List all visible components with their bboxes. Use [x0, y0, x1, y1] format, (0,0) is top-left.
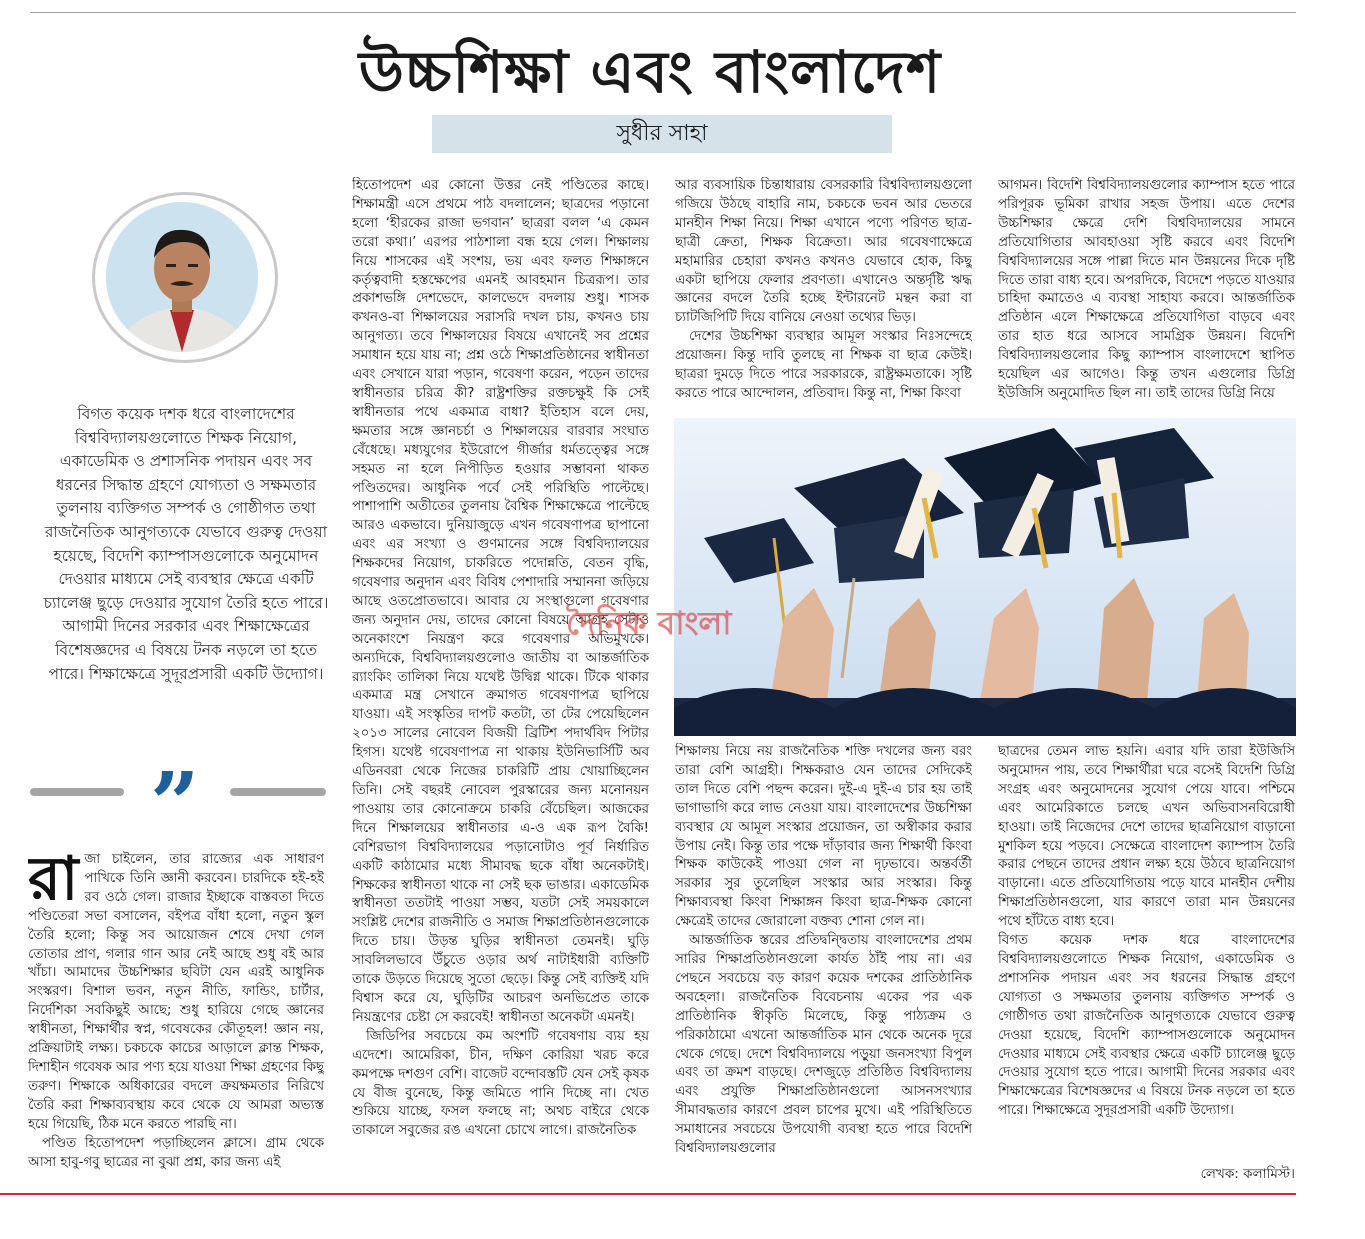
watermark-logo: দৈনিক বাংলা [566, 604, 732, 642]
column-4-paragraph-1: আগমন। বিদেশি বিশ্ববিদ্যালয়গুলোর ক্যাম্পাস হতে পারে পরিপূরক ভূমিকা রাখার সহজ উপায়। এতে দেশের উচ্চশিক্ষার ক্ষেত্রে দেশি বিশ্ববিদ্যালয়ের সামনে প্রতিযোগিতার আবহাওয়া সৃষ্টি করবে এবং বিদেশি বিশ্ববিদ্যালয়ের সঙ্গে পাল্লা দিতে মান উন্নয়নের দিকে দৃষ্টি দিতে তারা বাধ্য হবে। অপরদিকে, বিদেশে পড়তে যাওয়ার চাহিদা কমাতেও এ ব্যবস্থা সাহায্য করবে। আন্তর্জাতিক প্রতিষ্ঠান এলে শিক্ষাক্ষেত্রে প্রতিযোগিতা বাড়বে এবং তার হাত ধরে আসবে সামগ্রিক উন্নয়ন। বিদেশি বিশ্ববিদ্যালয়গুলোর কিছু ক্যাম্পাস বাংলাদেশে স্থাপিত হয়েছিল এর আগেও। কিন্তু তখন এগুলোর ডিগ্রি ইউজিসি অনুমোদিত ছিল না। তাই তাদের ডিগ্রি নিয়ে [998, 178, 1295, 401]
article-column-3-top [675, 177, 972, 409]
column-3-paragraph-1: আর ব্যবসায়িক চিন্তাধারায় বেসরকারি বিশ্ববিদ্যালয়গুলো গজিয়ে উঠছে বাহারি নাম, চকচকে ভবন আর ভেতরে মানহীন শিক্ষা নিয়ে। শিক্ষা এখানে পণ্যে পরিণত ছাত্র-ছাত্রী ক্রেতা, শিক্ষক বিক্রেতা। আর গবেষণাক্ষেত্রে মহামারির চেহারা কখনও কখনও যেভাবে হোক, কিছু একটা ছাপিয়ে ফেলার প্রবণতা। এখানেও অন্তর্দৃষ্টি ঋদ্ধ জ্ঞানের বদলে তৈরি হচ্ছে ইন্টারনেট মন্থন করা বা চ্যাটজিপিটি দিয়ে বানিয়ে নেওয়া তথ্যের ভিড়। [675, 178, 972, 326]
article-column-1 [28, 851, 324, 1181]
quote-mark: ” [150, 754, 200, 855]
article-headline: উচ্চশিক্ষা এবং বাংলাদেশ [358, 38, 942, 106]
column-3-paragraph-4: আন্তর্জাতিক স্তরের প্রতিদ্বন্দ্বিতায় বাংলাদেশের প্রথম সারির শিক্ষাপ্রতিষ্ঠানগুলো কার্যত ঠাঁই পায় না। এর পেছনে সবচেয়ে বড় কারণ কয়েক দশকের প্রাতিষ্ঠানিক অবহেলা। রাজনৈতিক বিবেচনায় একের পর এক প্রাতিষ্ঠানিক স্বীকৃতি মিলেছে, কিন্তু পাঠ্যক্রম ও পরিকাঠামো এখনো আন্তর্জাতিক মান থেকে অনেক দূরে থেকে গেছে। দেশে বিশ্ববিদ্যালয়ে পড়ুয়া জনসংখ্যা বিপুল এবং তা ক্রমশ বাড়ছে। দেশজুড়ে প্রতিষ্ঠিত বিশ্ববিদ্যালয় এবং প্রযুক্তি শিক্ষাপ্রতিষ্ঠানগুলো আসনসংখ্যার সীমাবদ্ধতার কারণে প্রবল চাপের মুখে। এই পরিস্থিতিতে সমাধানের সবচেয়ে উপযোগী ব্যবস্থা হতে পারে বিদেশি বিশ্ববিদ্যালয়গুলোর [675, 933, 972, 1157]
author-portrait [106, 202, 258, 352]
column-1-paragraph-2: পণ্ডিত হিতোপদেশ পড়াচ্ছিলেন ক্লাসে। গ্রাম থেকে আসা হাবু-গবু ছাত্রের না বুঝা প্রশ্ন, কার জন্য এই [28, 1135, 324, 1170]
bottom-red-rule [0, 1193, 1296, 1195]
article-column-2 [352, 177, 649, 1183]
column-2-paragraph-2: জিডিপির সবচেয়ে কম অংশটি গবেষণায় ব্যয় হয় এদেশে। আমেরিকা, চীন, দক্ষিণ কোরিয়া খরচ করে কমপক্ষে দশগুণ বেশি। বাজেট বন্দোবস্তটি যেন সেই কৃষক যে বীজ বুনেছে, কিন্তু জমিতে পানি দিচ্ছে না। খেত শুকিয়ে যাচ্ছে, ফসল ফলছে না; অথচ বাইরে থেকে তাকালে সবুজের রঙ এখনো চোখে লাগে। রাজনৈতিক [352, 1028, 649, 1139]
quote-rule-left [30, 788, 124, 796]
column-3-paragraph-2: দেশের উচ্চশিক্ষা ব্যবস্থার আমূল সংস্কার নিঃসন্দেহে প্রয়োজন। কিন্তু দাবি তুলছে না শিক্ষক বা ছাত্র কেউই। ছাত্ররা দুমড়ে দিতে পারে সরকারকে, রাষ্ট্রক্ষমতাকে। সৃষ্টি করতে পারে আন্দোলন, প্রতিবাদ। কিন্তু না, শিক্ষা কিংবা [675, 329, 972, 401]
graduation-photo [674, 418, 1296, 736]
quote-rule-right [230, 788, 326, 796]
article-column-4-top [998, 177, 1295, 409]
column-4-paragraph-3: বিগত কয়েক দশক ধরে বাংলাদেশের বিশ্ববিদ্যালয়গুলোতে শিক্ষক নিয়োগ, একাডেমিক ও প্রশাসনিক পদায়ন এবং সব ধরনের সিদ্ধান্ত গ্রহণে যোগ্যতা ও সক্ষমতার তুলনায় ব্যক্তিগত সম্পর্ক ও গোষ্ঠীগত তথা রাজনৈতিক আনুগত্যকে যেভাবে গুরুত্ব দেওয়া হয়েছে, বিদেশি ক্যাম্পাসগুলোকে অনুমোদন দেওয়ার মাধ্যমে সেই ব্যবস্থার ক্ষেত্রে একটি চ্যালেঞ্জ ছুড়ে দেওয়ার সুযোগ হতে পারে। আগামী দিনের সরকার এবং শিক্ষাক্ষেত্রের বিশেষজ্ঞদের এ বিষয়ে টনক নড়লে তা হতে পারে। শিক্ষাক্ষেত্রে সুদূরপ্রসারী একটি উদ্যোগ। [998, 933, 1295, 1119]
author-byline: সুধীর সাহা [432, 115, 892, 153]
column-3-paragraph-3: শিক্ষালয় নিয়ে নয় রাজনৈতিক শক্তি দখলের জন্য বরং তারা বেশি আগ্রহী। শিক্ষকরাও যেন তাদের সেদিকেই তাল দিতে বেশি পছন্দ করেন। দুই-এ দুই-এ চার হয় তাই ভাগাভাগি করে লাভ নেওয়া যায়। বাংলাদেশের উচ্চশিক্ষা ব্যবস্থার যে আমূল সংস্কার প্রয়োজন, তা অস্বীকার করার উপায় নেই। কিন্তু তার পক্ষে দাঁড়াবার জন্য শিক্ষার্থী কিংবা শিক্ষক কাউকেই পাওয়া গেল না দৃঢ়ভাবে। অন্তর্বর্তী সরকার সুর তুলেছিল সংস্কার আর সংস্কার। কিন্তু শিক্ষাব্যবস্থা কিংবা শিক্ষাঙ্গন কিংবা ছাত্র-শিক্ষক কোনো ক্ষেত্রেই তাদের জোরালো বক্তব্য শোনা গেল না। [675, 744, 972, 930]
column-1-lead-text: জা চাইলেন, তার রাজ্যের এক সাধারণ পাখিকে তিনি জ্ঞানী করবেন। চারদিকে হই-হই রব ওঠে গেল। রাজার ইচ্ছাকে বাস্তবতা দিতে পণ্ডিতেরা সভা বসালেন, বইপত্র বাঁধা হলো, নতুন স্কুল তৈরি হলো; কিন্তু সব আয়োজন শেষে দেখা গেল তোতার প্রাণ, গলার গান আর নেই আছে শুধু বই আর খাঁচা। আমাদের উচ্চশিক্ষার ছবিটা যেন এরই আধুনিক সংস্করণ। বিশাল ভবন, নতুন নীতি, ফান্ডিং, চার্টার, নির্দেশিকা সবকিছুই আছে; শুধু হারিয়ে গেছে জ্ঞানের স্বাধীনতা, শিক্ষার্থীর স্বপ্ন, গবেষকের কৌতূহল! জ্ঞান নয়, প্রক্রিয়াটাই লক্ষ্য। চকচকে কাচের আড়ালে ক্লান্ত শিক্ষক, দিশাহীন গবেষক আর পণ্য হয়ে যাওয়া শিক্ষা গ্রহণের কিছু তরুণ। শিক্ষাকে অধিকারের বদলে ক্রয়ক্ষমতার নিরিখে তৈরি করা শিক্ষাব্যবস্থায় কবে থেকে যে আমরা অভ্যস্ত হয়ে গিয়েছি, ঠিক মনে করতে পারছি না। [28, 852, 324, 1132]
dropcap: রা [28, 851, 79, 914]
article-summary: বিগত কয়েক দশক ধরে বাংলাদেশের বিশ্ববিদ্যালয়গুলোতে শিক্ষক নিয়োগ, একাডেমিক ও প্রশাসনিক পদায়ন এবং সব ধরনের সিদ্ধান্ত গ্রহণে যোগ্যতা ও সক্ষমতার তুলনায় ব্যক্তিগত সম্পর্ক ও গোষ্ঠীগত তথা রাজনৈতিক আনুগত্যকে যেভাবে গুরুত্ব দেওয়া হয়েছে, বিদেশি ক্যাম্পাসগুলোকে অনুমোদন দেওয়ার মাধ্যমে সেই ব্যবস্থার ক্ষেত্রে একটি চ্যালেঞ্জ ছুড়ে দেওয়ার সুযোগ তৈরি হতে পারে। আগামী দিনের সরকার এবং শিক্ষাক্ষেত্রের বিশেষজ্ঞদের এ বিষয়ে টনক নড়লে তা হতে পারে। শিক্ষাক্ষেত্রে সুদূরপ্রসারী একটি উদ্যোগ। [43, 405, 329, 683]
article-column-3-bottom [675, 743, 972, 1183]
column-2-paragraph-1: হিতোপদেশ এর কোনো উত্তর নেই পণ্ডিতের কাছে। শিক্ষামন্ত্রী এসে প্রথমে পাঠ বদলালেন; ছাত্রদের পড়ানো হলো ‘হীরকের রাজা ভগবান’ ছাত্ররা বলল ‘এ কেমন তরো কথা।’ এরপর পাঠশালা বন্ধ হয়ে গেল। শিক্ষালয় নিয়ে শাসকের এই সংশয়, ভয় এবং ফলত শিক্ষাঙ্গনে কর্তৃত্ববাদী হস্তক্ষেপের এমনই আবহমান চিত্ররূপ। তার প্রকাশভঙ্গি দেশভেদে, কালভেদে বদলায় শুধু। শাসক কখনও-বা শিক্ষালয়ের সরাসরি দখল চায়, কখনও চায় আনুগত্য। তবে শিক্ষালয়ের বিষয়ে এখানেই সব প্রশ্নের সমাধান হয়ে যায় না; প্রশ্ন ওঠে শিক্ষাপ্রতিষ্ঠানের স্বাধীনতা এবং সেখানে যারা পড়ান, গবেষণা করেন, পড়েন তাদের স্বাধীনতার চরিত্র কী? রাষ্ট্রশক্তির রক্তচক্ষুই কি সেই স্বাধীনতার পথে একমাত্র বাধা? ইতিহাস বলে দেয়, ক্ষমতার সঙ্গে জ্ঞানচর্চা ও শিক্ষালয়ের বারবার সংঘাত বেঁধেছে। মধ্যযুগের ইউরোপে গীর্জার ধর্মতত্ত্বের সঙ্গে সহমত না হলে নিপীড়িত হওয়ার সম্ভাবনা থাকত পণ্ডিতদের। আধুনিক পর্বে সেই পরিস্থিতি পাল্টেছে। পাশাপাশি অতীতের তুলনায় বৈশ্বিক শিক্ষাক্ষেত্রে পাল্টেছে আরও একভাবে। দুনিয়াজুড়ে এখন গবেষণাপত্র ছাপানো এবং এর সংখ্যা ও গুণমানের সঙ্গে বিশ্ববিদ্যালয়ের শিক্ষকদের নিয়োগ, চাকরিতে পদোন্নতি, বেতন বৃদ্ধি, গবেষণার অনুদান এবং বিবিধ পেশাদারি সম্মাননা জড়িয়ে আছে ওতপ্রোতভাবে। আবার যে সংস্থাগুলো গবেষণার জন্য অনুদান দেয়, তাদের কোনো বিষয়ে আগ্রহ সেটাও অনেকাংশে নিয়ন্ত্রণ করে গবেষণার অভিমুখকে। অন্যদিকে, বিশ্ববিদ্যালয়গুলোও জাতীয় বা আন্তর্জাতিক র‍্যাংকিং তালিকা নিয়ে যথেষ্ট উদ্বিগ্ন থাকে। টিকে থাকার একমাত্র মন্ত্র সেখানে ক্রমাগত গবেষণাপত্র ছাপিয়ে যাওয়া। এই সংস্কৃতির দাপট কতটা, তা টের পেয়েছিলেন ২০১৩ সালের নোবেল বিজয়ী ব্রিটিশ পদার্থবিদ পিটার হিগস। যথেষ্ট গবেষণাপত্র না থাকায় ইউনিভার্সিটি অব এডিনবরা থেকে নিজের চাকরিটি প্রায় খোয়াচ্ছিলেন তিনি। সেই বছরই নোবেল পুরস্কারের জন্য মনোনয়ন পাওয়ায় তার কোনোক্রমে চাকরি বেঁচেছিল। আজকের দিনে শিক্ষালয়ের স্বাধীনতার এ-ও এক রূপ বৈকি! বেশিরভাগ বিশ্ববিদ্যালয়ের পড়ানোটাও পূর্ব নির্ধারিত একটি কাঠামোর মধ্যে সীমাবদ্ধ ছকে বাঁধা অনেকটাই। শিক্ষকের স্বাধীনতা থাকে না সেই ছক ভাঙার। একাডেমিক স্বাধীনতা ততটাই পাওয়া সম্ভব, যতটা সেই সময়কালে সংশ্লিষ্ট দেশের রাজনীতি ও সমাজ শিক্ষাপ্রতিষ্ঠানগুলোকে দিতে চায়। উড়ন্ত ঘুড়ির স্বাধীনতা তেমনই। ঘুড়ি সাবলিলভাবে উঁচুতে ওড়ার অর্থ নাটাইধারী ব্যক্তিটি তাকে উড়তে দিয়েছে সুতো ছেড়ে। কিন্তু সেই ব্যক্তিই যদি বিশ্বাস করে যে, ঘুড়িটির আচরণ অনভিপ্রেত তাকে নিয়ন্ত্রণের চেষ্টা সে করবেই! স্বাধীনতা অনেকটা এমনই। [352, 178, 649, 1025]
column-4-paragraph-2: ছাত্রদের তেমন লাভ হয়নি। এবার যদি তারা ইউজিসি অনুমোদন পায়, তবে শিক্ষার্থীরা ঘরে বসেই বিদেশি ডিগ্রি সংগ্রহ এবং অনুমোদনের সুযোগ পেয়ে যাবে। পশ্চিমে এবং আমেরিকাতে চলছে এখন অভিবাসনবিরোধী হাওয়া। তাই নিজেদের দেশে তাদের ছাত্রনিয়োগ বাড়ানো মুশকিল হয়ে পড়বে। সেক্ষেত্রে বাংলাদেশ ক্যাম্পাস তৈরি করার পেছনে তাদের প্রধান লক্ষ্য হয়ে উঠবে ছাত্রনিয়োগ বাড়ানো। এতে প্রতিযোগিতায় পড়ে যাবে মানহীন দেশীয় শিক্ষাপ্রতিষ্ঠানগুলো, যার কারণে তারা মান উন্নয়নের পথে হাঁটতে বাধ্য হবে। [998, 744, 1295, 930]
top-rule [30, 12, 1296, 13]
author-credit: লেখক: কলামিস্ট। [1200, 1166, 1295, 1182]
article-column-4-bottom [998, 743, 1295, 1153]
